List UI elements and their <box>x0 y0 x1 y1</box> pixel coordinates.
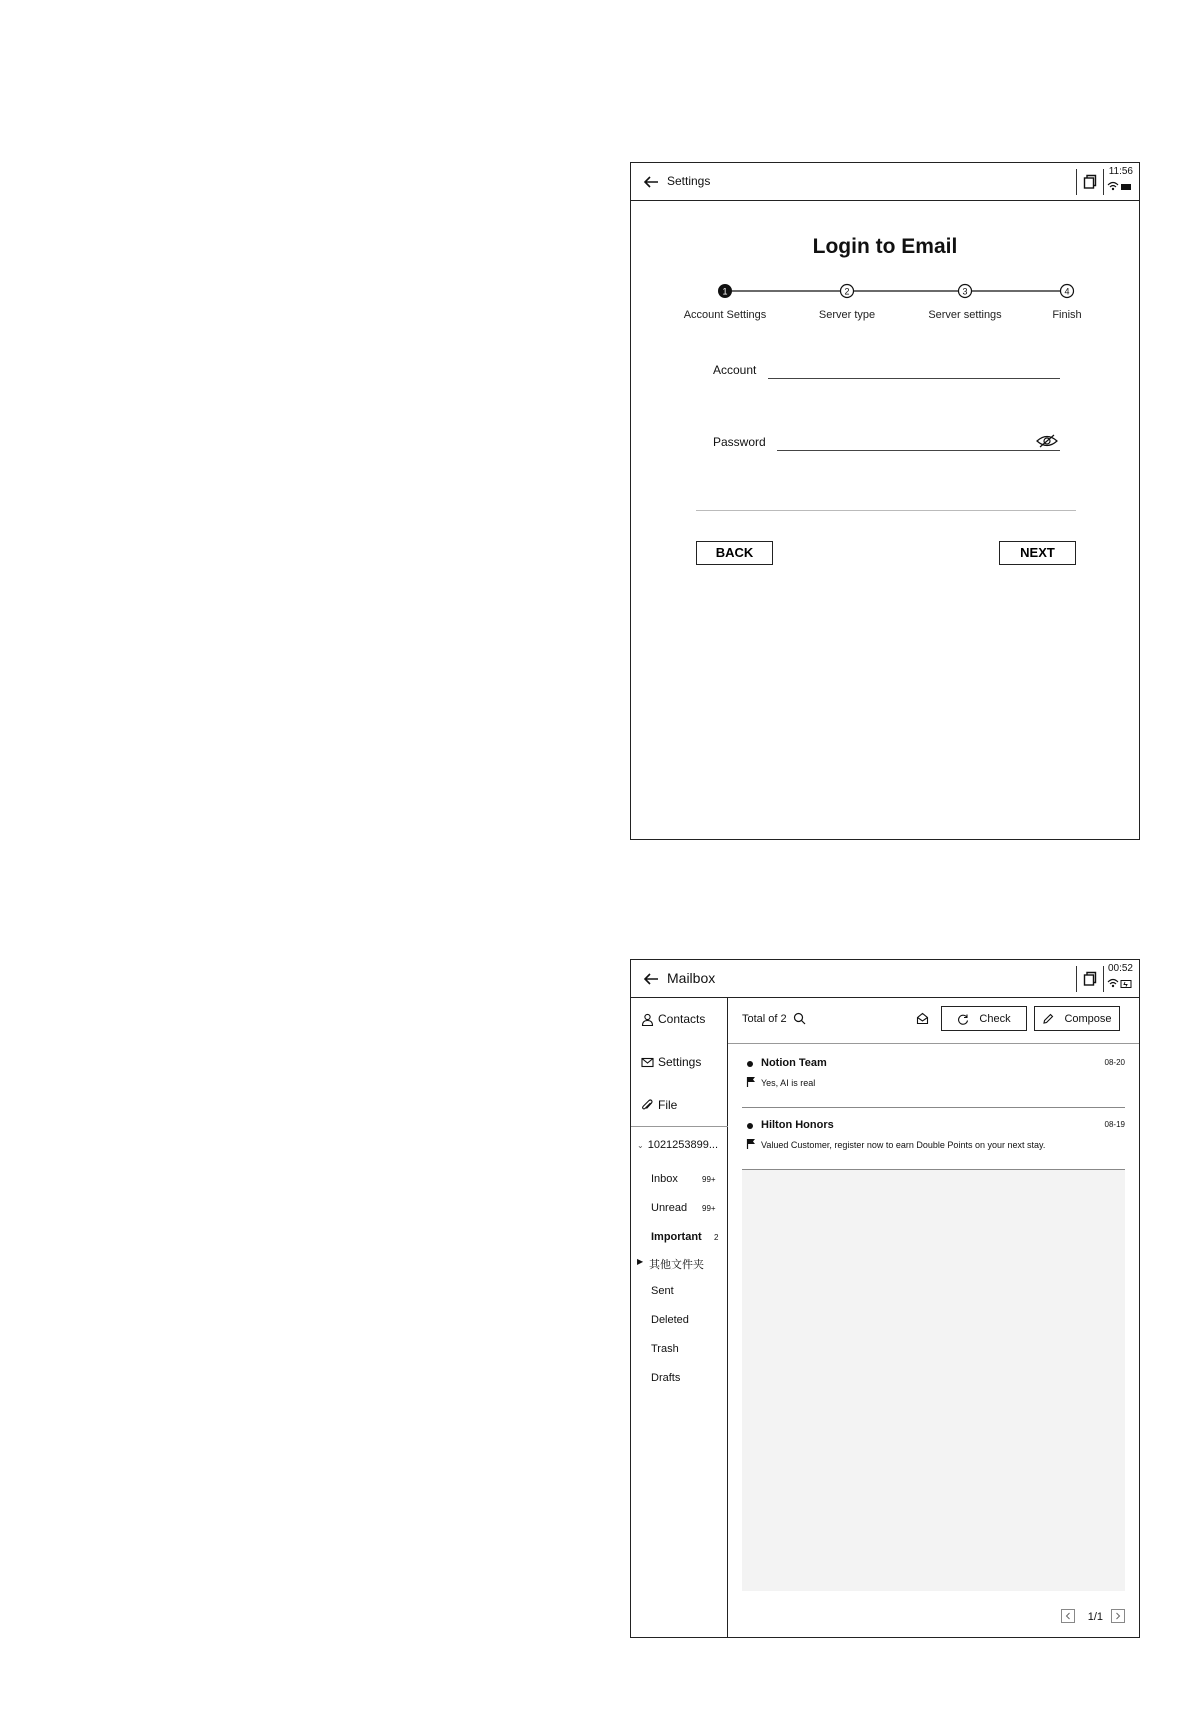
folder-trash[interactable]: Trash <box>651 1343 679 1355</box>
mark-read-icon[interactable] <box>916 1012 929 1025</box>
sidebar-item-file[interactable] <box>641 1098 677 1112</box>
check-label: Check <box>979 1012 1011 1025</box>
check-button[interactable] <box>941 1006 1027 1031</box>
mail-list-panel <box>728 998 1139 1637</box>
sidebar-item-label: File <box>658 1098 678 1112</box>
flag-icon <box>746 1138 756 1149</box>
step-label-server-type: Server type <box>818 309 876 321</box>
paperclip-icon <box>641 1099 654 1112</box>
flag-icon <box>746 1076 756 1087</box>
email-date: 08-20 <box>1104 1058 1125 1067</box>
search-icon[interactable] <box>793 1012 806 1025</box>
divider <box>631 1126 728 1127</box>
unread-dot-icon <box>747 1061 753 1067</box>
unread-count-badge: 99+ <box>702 1175 716 1184</box>
next-button[interactable]: NEXT <box>999 541 1076 565</box>
folder-deleted[interactable]: Deleted <box>651 1314 689 1326</box>
eye-off-icon[interactable] <box>1036 433 1058 449</box>
status-clock: 00:52 <box>1107 963 1133 974</box>
wifi-battery-icon <box>1107 180 1133 192</box>
sidebar <box>631 998 728 1637</box>
account-input[interactable] <box>768 363 1060 379</box>
email-list <box>742 1046 1125 1591</box>
prev-page-button[interactable] <box>1061 1609 1075 1623</box>
person-icon <box>641 1013 654 1026</box>
compose-button[interactable] <box>1034 1006 1120 1031</box>
svg-text:4: 4 <box>1064 286 1070 297</box>
email-date: 08-19 <box>1104 1120 1125 1129</box>
back-button[interactable]: BACK <box>696 541 773 565</box>
topbar-title: Mailbox <box>667 970 716 986</box>
svg-text:3: 3 <box>962 286 968 297</box>
divider <box>1103 169 1104 195</box>
top-bar <box>631 163 1139 201</box>
folder-drafts[interactable]: Drafts <box>651 1372 681 1384</box>
sidebar-item-label: Contacts <box>658 1012 706 1026</box>
back-arrow-icon[interactable] <box>641 172 661 192</box>
email-item[interactable] <box>742 1108 1125 1170</box>
refresh-icon <box>957 1013 969 1025</box>
account-label: Account <box>713 363 757 377</box>
step-label-account-settings: Account Settings <box>683 309 767 321</box>
account-expander[interactable] <box>637 1139 718 1151</box>
mail-icon <box>641 1056 654 1069</box>
mailbox-screen <box>630 959 1140 1638</box>
divider <box>1076 169 1077 195</box>
account-name: 1021253899... <box>647 1139 719 1151</box>
stepper <box>631 281 1140 301</box>
topbar-title: Settings <box>667 174 711 188</box>
page-indicator: 1/1 <box>1087 1611 1103 1623</box>
next-page-button[interactable] <box>1111 1609 1125 1623</box>
divider <box>728 1043 1139 1044</box>
step-4-marker <box>1061 285 1074 298</box>
sidebar-item-settings[interactable] <box>641 1055 701 1069</box>
email-item[interactable] <box>742 1046 1125 1108</box>
step-1-marker <box>719 285 732 298</box>
total-count: Total of 2 <box>742 1013 787 1025</box>
email-preview: Yes, AI is real <box>761 1078 816 1088</box>
step-label-server-settings: Server settings <box>928 309 1002 321</box>
divider <box>1076 966 1077 992</box>
multi-window-icon[interactable] <box>1083 971 1097 987</box>
multi-window-icon[interactable] <box>1083 174 1097 190</box>
top-bar <box>631 960 1139 998</box>
svg-text:1: 1 <box>722 286 728 297</box>
folder-important[interactable]: Important <box>651 1231 702 1243</box>
unread-count-badge: 2 <box>714 1233 719 1242</box>
password-input[interactable] <box>777 435 1060 451</box>
status-clock: 11:56 <box>1108 166 1133 177</box>
folder-sent[interactable]: Sent <box>651 1285 674 1297</box>
chevron-down-icon: ⌄ <box>637 1140 644 1150</box>
sidebar-item-label: Settings <box>658 1055 702 1069</box>
email-login-screen <box>630 162 1140 840</box>
chevron-left-icon <box>1062 1610 1074 1622</box>
step-3-marker <box>959 285 972 298</box>
unread-dot-icon <box>747 1123 753 1129</box>
pencil-icon <box>1042 1013 1054 1025</box>
folder-unread[interactable]: Unread <box>651 1202 688 1214</box>
svg-text:2: 2 <box>844 286 850 297</box>
divider <box>1103 966 1104 992</box>
compose-label: Compose <box>1064 1012 1112 1025</box>
caret-right-icon: ▶ <box>637 1257 644 1266</box>
chevron-right-icon <box>1112 1610 1124 1622</box>
folder-inbox[interactable]: Inbox <box>651 1173 678 1185</box>
page-title: Login to Email <box>812 235 958 258</box>
folder-other[interactable]: 其他文件夹 <box>649 1259 704 1271</box>
unread-count-badge: 99+ <box>702 1204 716 1213</box>
password-label: Password <box>713 435 766 449</box>
email-sender: Notion Team <box>761 1057 827 1069</box>
email-sender: Hilton Honors <box>761 1119 834 1131</box>
sidebar-item-contacts[interactable] <box>641 1012 705 1026</box>
email-preview: Valued Customer, register now to earn Double Points on your next stay. <box>761 1140 1046 1150</box>
step-label-finish: Finish <box>1052 309 1082 321</box>
wifi-battery-icon <box>1107 977 1133 989</box>
divider-line <box>696 510 1076 511</box>
back-arrow-icon[interactable] <box>641 969 661 989</box>
step-2-marker <box>841 285 854 298</box>
